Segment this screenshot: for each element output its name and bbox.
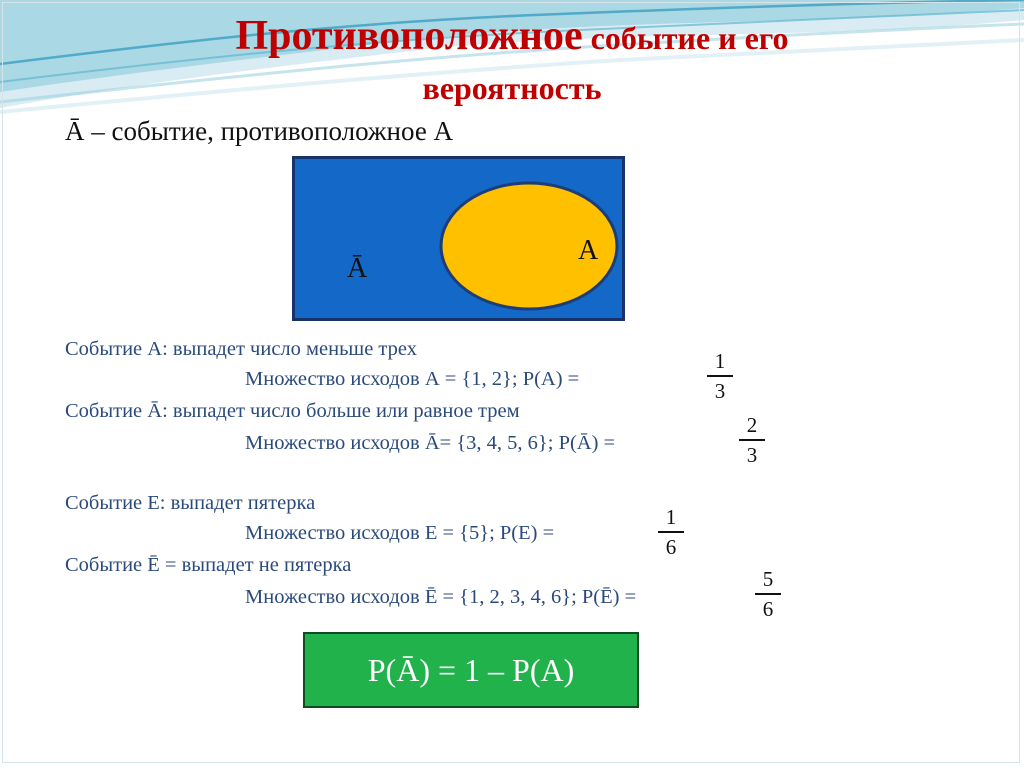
title-word-2: событие и его	[582, 20, 789, 56]
fraction-bar	[755, 593, 781, 595]
fraction-bar	[739, 439, 765, 441]
event-e-description: Событие Е: выпадет пятерка	[65, 492, 316, 514]
complement-e-outcomes: Множество исходов Ē = {1, 2, 3, 4, 6}; Р(Ē) =	[245, 586, 637, 608]
complement-probability-formula: Р(Ā) = 1 – Р(А)	[367, 651, 575, 688]
fraction-denominator: 6	[665, 535, 677, 559]
fraction-denominator: 3	[714, 379, 726, 403]
subtitle: Ā – событие, противоположное А	[65, 116, 454, 146]
fraction-p-e	[656, 507, 686, 558]
complement-a-outcomes: Множество исходов Ā= {3, 4, 5, 6}; Р(Ā) =	[245, 432, 616, 454]
fraction-numerator: 1	[714, 349, 726, 373]
formula-box	[303, 632, 639, 708]
fraction-numerator: 2	[746, 413, 758, 437]
title-line-2: вероятность	[422, 70, 602, 106]
fraction-numerator: 1	[665, 505, 677, 529]
title-word-1: Противоположное	[235, 13, 583, 59]
fraction-p-not-e	[753, 569, 783, 620]
complement-e-description: Событие Ē = выпадет не пятерка	[65, 554, 352, 576]
fraction-bar	[658, 531, 684, 533]
fraction-bar	[707, 375, 733, 377]
event-a-label: А	[578, 235, 599, 266]
fraction-denominator: 3	[746, 443, 758, 467]
event-a-description: Событие А: выпадет число меньше трех	[65, 338, 417, 360]
fraction-p-a	[705, 351, 735, 402]
complement-a-description: Событие Ā: выпадет число больше или равное трем	[65, 400, 520, 422]
event-e-outcomes: Множество исходов Е = {5}; Р(Е) =	[245, 522, 555, 544]
fraction-numerator: 5	[762, 567, 774, 591]
fraction-p-not-a	[737, 415, 767, 466]
event-a-outcomes: Множество исходов А = {1, 2}; Р(А) =	[245, 368, 580, 390]
complement-label: Ā	[347, 253, 368, 284]
fraction-denominator: 6	[762, 597, 774, 621]
venn-diagram	[292, 156, 626, 322]
